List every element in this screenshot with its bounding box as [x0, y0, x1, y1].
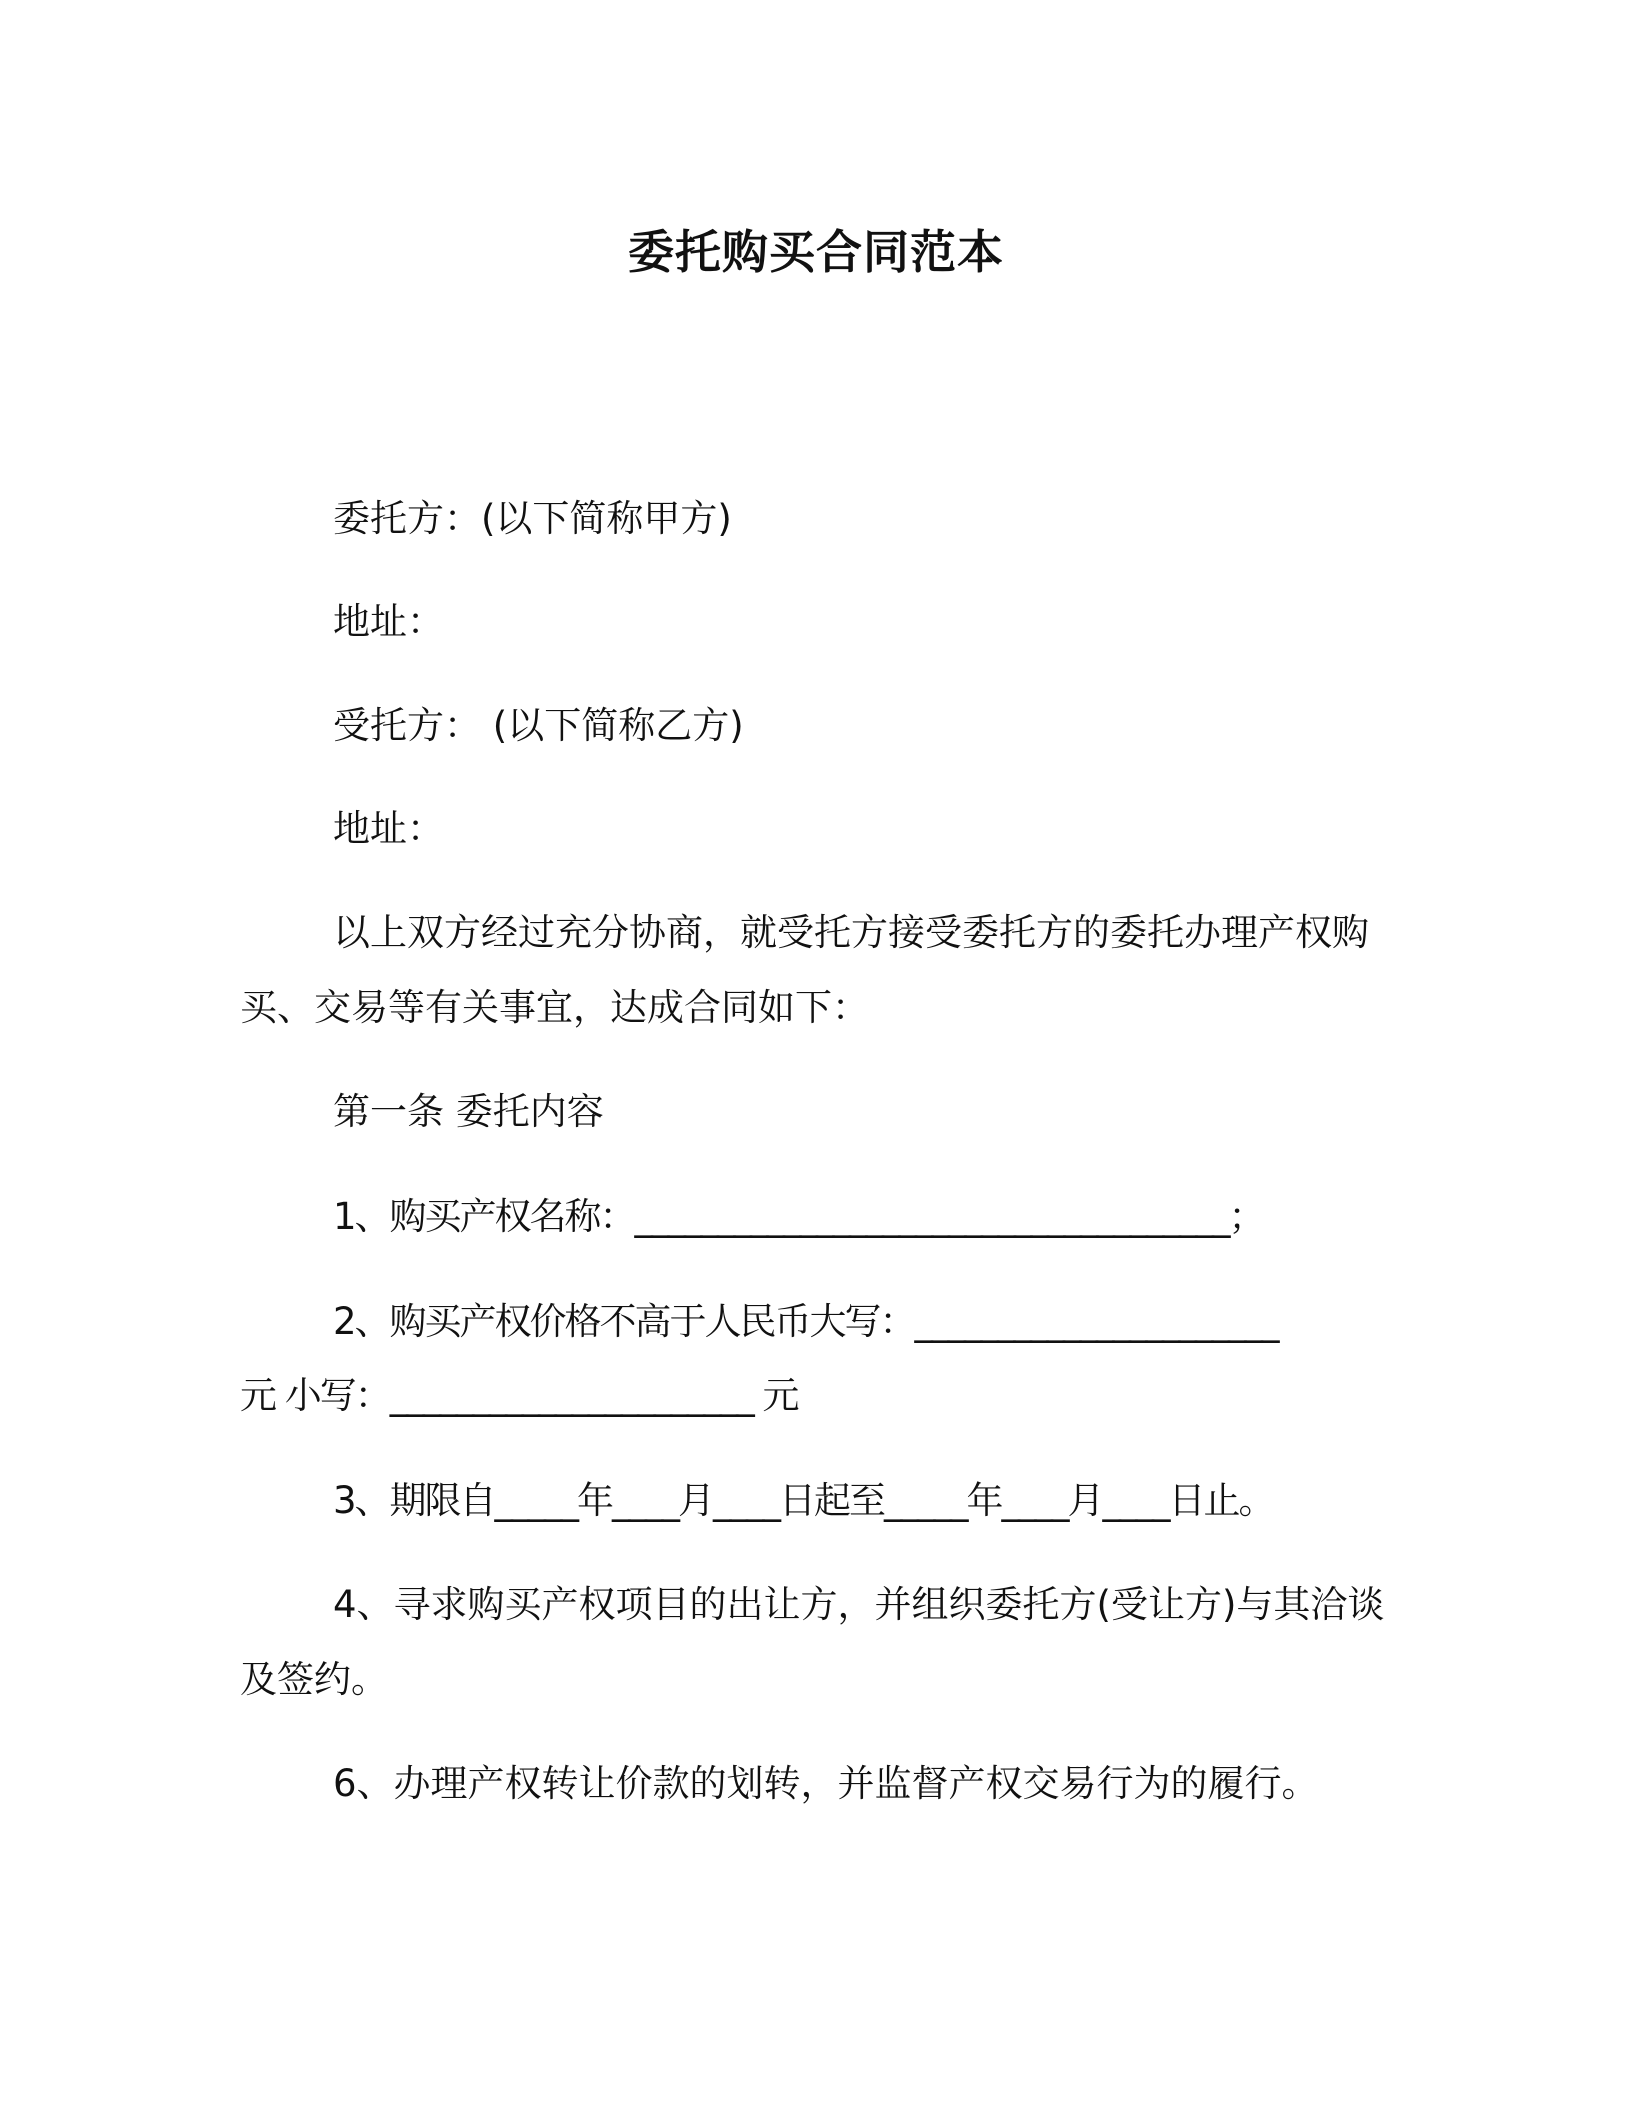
item-4-line-1: 4、寻求购买产权项目的出让方，并组织委托方(受让方)与其洽谈	[333, 1583, 1385, 1626]
principal-address-line: 地址：	[333, 600, 444, 643]
intro-paragraph-line-1: 以上双方经过充分协商，就受托方接受委托方的委托办理产权购	[333, 911, 1369, 954]
item-6-line: 6、办理产权转让价款的划转，并监督产权交易行为的履行。	[333, 1762, 1319, 1805]
agent-line: 受托方： (以下简称乙方)	[333, 704, 744, 747]
principal-line: 委托方：(以下简称甲方)	[333, 497, 732, 540]
item-2-line-1: 2、购买产权价格不高于人民币大写：______________________	[333, 1300, 1278, 1343]
intro-paragraph-line-2: 买、交易等有关事宜，达成合同如下：	[240, 986, 869, 1029]
page-title: 委托购买合同范本	[628, 225, 1004, 279]
item-3-line: 3、期限自_____年____月____日起至_____年____月____日止。	[333, 1479, 1274, 1522]
item-2-line-2: 元 小写：______________________ 元	[240, 1374, 798, 1417]
article-1-heading: 第一条 委托内容	[333, 1090, 604, 1133]
item-1-line: 1、购买产权名称：____________________________________；	[333, 1195, 1264, 1238]
item-4-line-2: 及签约。	[240, 1658, 388, 1701]
agent-address-line: 地址：	[333, 807, 444, 850]
